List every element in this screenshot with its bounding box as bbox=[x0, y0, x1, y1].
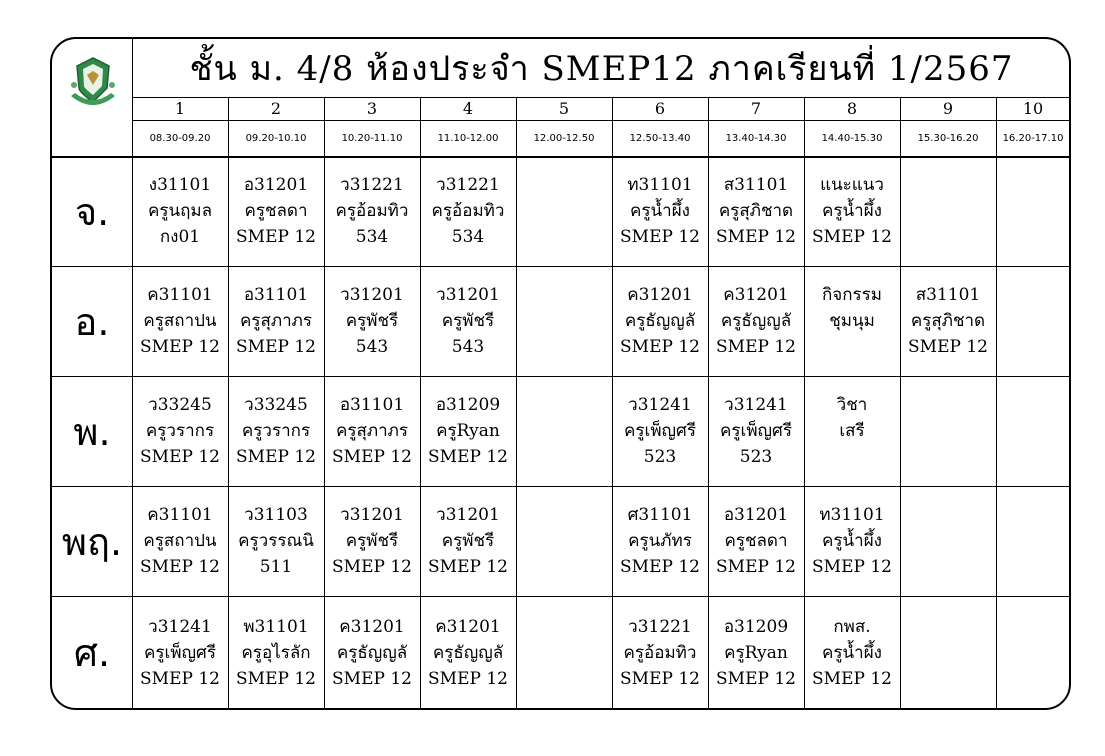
room-label bbox=[804, 334, 900, 360]
schedule-cell bbox=[900, 596, 996, 709]
period-number: 8 bbox=[846, 98, 858, 118]
teacher-name: ครูอุไรลัก bbox=[241, 642, 311, 663]
subject-code bbox=[900, 502, 996, 528]
teacher-name: ครูเพ็ญศรี bbox=[624, 421, 696, 441]
subject-code: ว31221 bbox=[436, 175, 500, 195]
teacher-name: ครูธัญญลั bbox=[624, 311, 696, 331]
room-label bbox=[516, 334, 612, 360]
teacher-name: ครูสุภิชาด bbox=[718, 201, 794, 221]
room-label: SMEP 12 bbox=[620, 557, 700, 577]
subject-code bbox=[516, 502, 612, 528]
teacher-name bbox=[516, 198, 612, 224]
room-label: SMEP 12 bbox=[812, 668, 892, 689]
schedule-cell bbox=[132, 266, 228, 376]
day-label: จ. bbox=[74, 189, 110, 234]
schedule-cell bbox=[420, 596, 516, 709]
room-label: SMEP 12 bbox=[812, 227, 892, 247]
room-label: 523 bbox=[739, 447, 773, 467]
schedule-cell bbox=[612, 596, 708, 709]
room-label bbox=[900, 444, 996, 470]
room-label: SMEP 12 bbox=[620, 337, 700, 357]
subject-code: ว31221 bbox=[628, 616, 692, 637]
schedule-cell bbox=[324, 266, 420, 376]
day-label: อ. bbox=[74, 299, 110, 344]
schedule-cell bbox=[324, 596, 420, 709]
room-label bbox=[900, 666, 996, 692]
period-time: 12.00-12.50 bbox=[533, 132, 595, 144]
subject-code: ว31221 bbox=[340, 175, 404, 195]
schedule-cell bbox=[324, 376, 420, 486]
period-time: 08.30-09.20 bbox=[149, 132, 211, 144]
schedule-cell bbox=[132, 486, 228, 596]
subject-code: กพส. bbox=[833, 616, 871, 637]
schedule-cell bbox=[420, 156, 516, 266]
teacher-name bbox=[996, 198, 1070, 224]
teacher-name: ครูน้ำผึ้ง bbox=[822, 201, 882, 221]
schedule-cell bbox=[228, 156, 324, 266]
room-label bbox=[996, 554, 1070, 580]
schedule-cell bbox=[708, 486, 804, 596]
room-label bbox=[996, 224, 1070, 250]
room-label: SMEP 12 bbox=[140, 337, 220, 357]
subject-code: ค31101 bbox=[147, 505, 213, 525]
schedule-cell bbox=[708, 266, 804, 376]
schedule-cell bbox=[708, 376, 804, 486]
teacher-name: ครูRyan bbox=[724, 642, 788, 663]
schedule-cell bbox=[612, 156, 708, 266]
period-time: 09.20-10.10 bbox=[245, 132, 307, 144]
schedule-cell bbox=[996, 266, 1070, 376]
subject-code: ว31201 bbox=[340, 285, 404, 305]
subject-code: ว31201 bbox=[436, 285, 500, 305]
subject-code: ส31101 bbox=[723, 175, 789, 195]
subject-code: อ31101 bbox=[339, 395, 405, 415]
room-label: SMEP 12 bbox=[140, 557, 220, 577]
schedule-cell bbox=[228, 266, 324, 376]
teacher-name: ครูน้ำผึ้ง bbox=[822, 531, 882, 551]
teacher-name: ครูสุภิชาด bbox=[910, 311, 986, 331]
period-number: 7 bbox=[750, 98, 762, 118]
teacher-name bbox=[516, 528, 612, 554]
schedule-cell bbox=[132, 156, 228, 266]
room-label bbox=[996, 666, 1070, 692]
room-label: SMEP 12 bbox=[236, 227, 316, 247]
subject-code: ง31101 bbox=[148, 175, 212, 195]
period-time: 16.20-17.10 bbox=[1002, 132, 1064, 144]
schedule-cell bbox=[804, 376, 900, 486]
period-time: 11.10-12.00 bbox=[437, 132, 499, 144]
schedule-cell bbox=[324, 156, 420, 266]
room-label bbox=[804, 444, 900, 470]
period-time: 10.20-11.10 bbox=[341, 132, 403, 144]
teacher-name: ครูวรรณนิ bbox=[238, 531, 314, 551]
teacher-name bbox=[516, 308, 612, 334]
teacher-name: ครูเพ็ญศรี bbox=[720, 421, 792, 441]
subject-code: ค31201 bbox=[627, 285, 693, 305]
room-label: SMEP 12 bbox=[620, 227, 700, 247]
room-label: SMEP 12 bbox=[236, 337, 316, 357]
schedule-cell bbox=[708, 156, 804, 266]
subject-code: ค31201 bbox=[435, 616, 501, 637]
room-label bbox=[996, 334, 1070, 360]
schedule-cell bbox=[900, 156, 996, 266]
room-label: 543 bbox=[355, 337, 389, 357]
room-label bbox=[900, 224, 996, 250]
subject-code: ว31201 bbox=[340, 505, 404, 525]
teacher-name: ครูสถาปน bbox=[143, 311, 217, 331]
teacher-name: ชุมนุม bbox=[829, 311, 875, 331]
room-label bbox=[516, 224, 612, 250]
subject-code: แนะแนว bbox=[820, 175, 884, 195]
teacher-name: ครูเพ็ญศรี bbox=[144, 642, 216, 663]
teacher-name bbox=[900, 418, 996, 444]
schedule-cell bbox=[804, 266, 900, 376]
period-time: 14.40-15.30 bbox=[821, 132, 883, 144]
subject-code: ว33245 bbox=[148, 395, 212, 415]
room-label: SMEP 12 bbox=[236, 447, 316, 467]
subject-code: อ31101 bbox=[243, 285, 309, 305]
subject-code: อ31201 bbox=[723, 505, 789, 525]
teacher-name: ครูนฤมล bbox=[147, 201, 213, 221]
day-label: พฤ. bbox=[61, 519, 123, 564]
schedule-cell bbox=[900, 486, 996, 596]
timetable-frame bbox=[50, 37, 1071, 710]
teacher-name: ครูนภัทร bbox=[628, 531, 692, 551]
period-number: 5 bbox=[558, 98, 570, 118]
teacher-name bbox=[516, 418, 612, 444]
schedule-cell bbox=[228, 596, 324, 709]
subject-code: ว31241 bbox=[148, 616, 212, 637]
teacher-name: ครูธัญญลั bbox=[336, 642, 408, 663]
teacher-name: เสรี bbox=[839, 421, 865, 441]
room-label: SMEP 12 bbox=[332, 668, 412, 689]
schedule-cell bbox=[132, 596, 228, 709]
school-crest-icon bbox=[67, 52, 119, 114]
room-label bbox=[900, 554, 996, 580]
period-number: 3 bbox=[366, 98, 378, 118]
teacher-name: ครูสถาปน bbox=[143, 531, 217, 551]
teacher-name: ครูน้ำผึ้ง bbox=[630, 201, 690, 221]
room-label: 511 bbox=[259, 557, 293, 577]
room-label: SMEP 12 bbox=[428, 668, 508, 689]
schedule-cell bbox=[324, 486, 420, 596]
subject-code bbox=[900, 614, 996, 640]
subject-code: ท31101 bbox=[819, 505, 885, 525]
schedule-cell bbox=[612, 266, 708, 376]
subject-code: พ31101 bbox=[243, 616, 309, 637]
schedule-cell bbox=[804, 596, 900, 709]
room-label: 523 bbox=[643, 447, 677, 467]
room-label: SMEP 12 bbox=[716, 227, 796, 247]
room-label bbox=[996, 444, 1070, 470]
teacher-name bbox=[996, 528, 1070, 554]
teacher-name bbox=[996, 640, 1070, 666]
subject-code: กิจกรรม bbox=[821, 285, 882, 305]
schedule-cell bbox=[996, 486, 1070, 596]
room-label: SMEP 12 bbox=[236, 668, 316, 689]
teacher-name: ครูRyan bbox=[436, 421, 500, 441]
schedule-cell bbox=[900, 266, 996, 376]
subject-code bbox=[996, 282, 1070, 308]
teacher-name: ครูสุภาภร bbox=[240, 311, 312, 331]
schedule-cell bbox=[516, 376, 612, 486]
subject-code bbox=[516, 614, 612, 640]
schedule-cell bbox=[420, 376, 516, 486]
schedule-cell bbox=[708, 596, 804, 709]
subject-code bbox=[516, 282, 612, 308]
room-label: SMEP 12 bbox=[332, 447, 412, 467]
room-label bbox=[516, 554, 612, 580]
room-label: SMEP 12 bbox=[812, 557, 892, 577]
subject-code: ค31101 bbox=[147, 285, 213, 305]
room-label bbox=[516, 666, 612, 692]
schedule-cell bbox=[900, 376, 996, 486]
schedule-cell bbox=[516, 266, 612, 376]
subject-code bbox=[996, 502, 1070, 528]
room-label: SMEP 12 bbox=[140, 447, 220, 467]
room-label bbox=[516, 444, 612, 470]
subject-code: วิชา bbox=[836, 395, 868, 415]
room-label: SMEP 12 bbox=[140, 668, 220, 689]
subject-code: ท31101 bbox=[627, 175, 693, 195]
schedule-cell bbox=[996, 596, 1070, 709]
subject-code bbox=[516, 172, 612, 198]
subject-code: ส31101 bbox=[915, 285, 981, 305]
teacher-name: ครูวรากร bbox=[241, 421, 311, 441]
teacher-name: ครูชลดา bbox=[244, 201, 308, 221]
schedule-cell bbox=[516, 486, 612, 596]
schedule-cell bbox=[132, 376, 228, 486]
teacher-name: ครูวรากร bbox=[145, 421, 215, 441]
subject-code: ว31241 bbox=[724, 395, 788, 415]
schedule-cell bbox=[612, 376, 708, 486]
schedule-cell bbox=[804, 486, 900, 596]
teacher-name bbox=[516, 640, 612, 666]
period-time: 13.40-14.30 bbox=[725, 132, 787, 144]
timetable-title: ชั้น ม. 4/8 ห้องประจำ SMEP12 ภาคเรียนที่ 1/2567 bbox=[189, 49, 1014, 89]
subject-code bbox=[900, 172, 996, 198]
period-number: 1 bbox=[174, 98, 186, 118]
subject-code bbox=[996, 392, 1070, 418]
schedule-cell bbox=[228, 486, 324, 596]
schedule-cell bbox=[516, 156, 612, 266]
room-label: SMEP 12 bbox=[428, 557, 508, 577]
subject-code: ค31201 bbox=[339, 616, 405, 637]
teacher-name: ครูน้ำผึ้ง bbox=[822, 642, 882, 663]
room-label: 543 bbox=[451, 337, 485, 357]
subject-code: อ31201 bbox=[243, 175, 309, 195]
schedule-cell bbox=[420, 266, 516, 376]
teacher-name bbox=[900, 640, 996, 666]
schedule-cell bbox=[612, 486, 708, 596]
schedule-cell bbox=[420, 486, 516, 596]
room-label: กง01 bbox=[159, 227, 201, 247]
schedule-cell bbox=[996, 376, 1070, 486]
subject-code bbox=[516, 392, 612, 418]
period-number: 2 bbox=[270, 98, 282, 118]
room-label: SMEP 12 bbox=[332, 557, 412, 577]
subject-code bbox=[900, 392, 996, 418]
period-time: 15.30-16.20 bbox=[917, 132, 979, 144]
teacher-name: ครูพัชรี bbox=[441, 531, 495, 551]
day-label: ศ. bbox=[73, 631, 111, 675]
room-label: SMEP 12 bbox=[428, 447, 508, 467]
room-label: SMEP 12 bbox=[620, 668, 700, 689]
teacher-name bbox=[996, 308, 1070, 334]
subject-code: อ31209 bbox=[435, 395, 501, 415]
room-label: SMEP 12 bbox=[908, 337, 988, 357]
teacher-name: ครูธัญญลั bbox=[432, 642, 504, 663]
teacher-name: ครูอ้อมทิว bbox=[335, 201, 409, 221]
schedule-cell bbox=[516, 596, 612, 709]
subject-code: ว31201 bbox=[436, 505, 500, 525]
teacher-name: ครูอ้อมทิว bbox=[623, 642, 697, 663]
room-label: SMEP 12 bbox=[716, 668, 796, 689]
teacher-name: ครูสุภาภร bbox=[336, 421, 408, 441]
subject-code: ว31103 bbox=[244, 505, 308, 525]
teacher-name: ครูพัชรี bbox=[345, 531, 399, 551]
teacher-name: ครูอ้อมทิว bbox=[431, 201, 505, 221]
teacher-name bbox=[900, 198, 996, 224]
subject-code bbox=[996, 172, 1070, 198]
subject-code: ศ31101 bbox=[627, 505, 693, 525]
period-number: 4 bbox=[462, 98, 474, 118]
period-time: 12.50-13.40 bbox=[629, 132, 691, 144]
teacher-name bbox=[996, 418, 1070, 444]
teacher-name: ครูชลดา bbox=[724, 531, 788, 551]
room-label: SMEP 12 bbox=[716, 557, 796, 577]
teacher-name bbox=[900, 528, 996, 554]
subject-code bbox=[996, 614, 1070, 640]
period-number: 10 bbox=[1022, 98, 1044, 118]
subject-code: ค31201 bbox=[723, 285, 789, 305]
room-label: 534 bbox=[451, 227, 485, 247]
room-label: 534 bbox=[355, 227, 389, 247]
teacher-name: ครูพัชรี bbox=[441, 311, 495, 331]
subject-code: ว33245 bbox=[244, 395, 308, 415]
period-number: 9 bbox=[942, 98, 954, 118]
schedule-cell bbox=[996, 156, 1070, 266]
teacher-name: ครูพัชรี bbox=[345, 311, 399, 331]
period-number: 6 bbox=[654, 98, 666, 118]
room-label: SMEP 12 bbox=[716, 337, 796, 357]
schedule-cell bbox=[228, 376, 324, 486]
schedule-cell bbox=[804, 156, 900, 266]
subject-code: ว31241 bbox=[628, 395, 692, 415]
day-label: พ. bbox=[73, 409, 111, 454]
teacher-name: ครูธัญญลั bbox=[720, 311, 792, 331]
subject-code: อ31209 bbox=[723, 616, 789, 637]
